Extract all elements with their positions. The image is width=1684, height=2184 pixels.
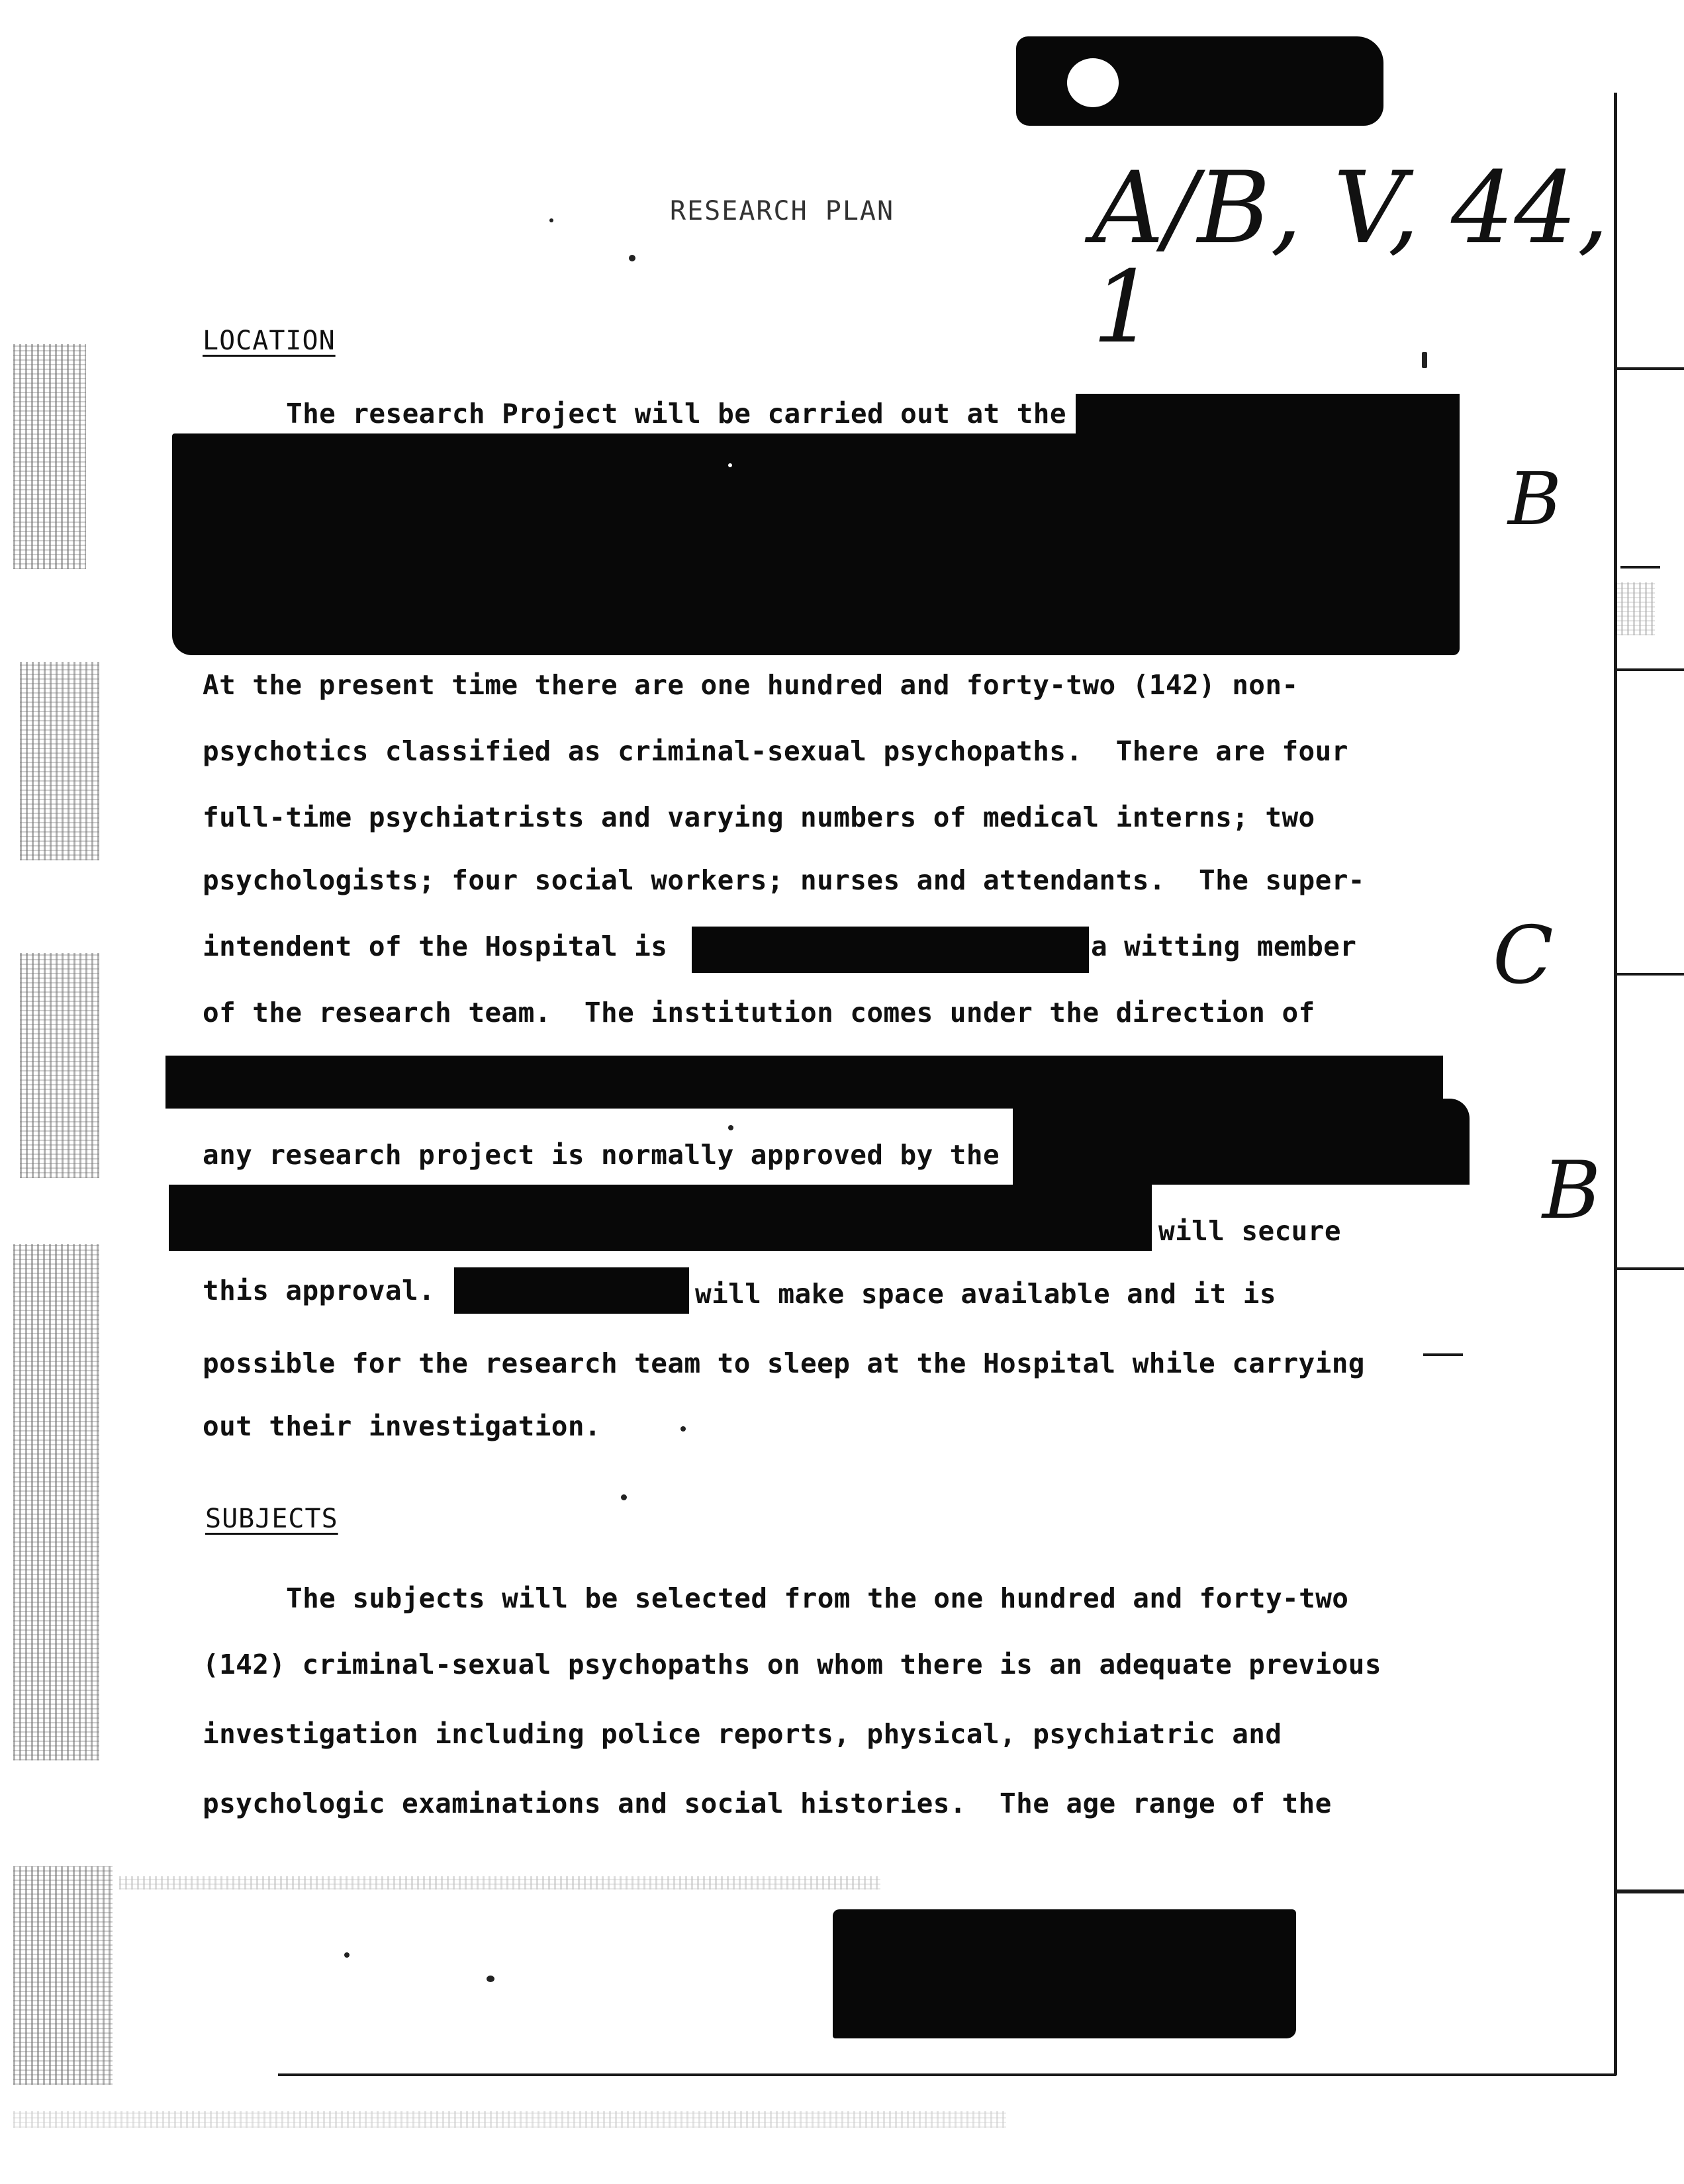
- text-line: will secure: [1158, 1215, 1341, 1247]
- handwritten-mark-b: B: [1508, 457, 1562, 541]
- scan-noise: [13, 344, 86, 569]
- text-line: will make space available and it is: [695, 1278, 1276, 1310]
- margin-tick: [1617, 668, 1684, 671]
- handwritten-mark-c: C: [1493, 910, 1554, 1002]
- text-line: psychotics classified as criminal-sexual psychopaths. There are four: [203, 735, 1348, 767]
- scan-noise: [13, 1866, 113, 2085]
- scan-noise: [13, 1244, 99, 1760]
- text-line: full-time psychiatrists and varying numbers of medical interns; two: [203, 801, 1315, 833]
- section-heading-location: LOCATION: [203, 326, 336, 356]
- handwritten-mark-b: B: [1542, 1145, 1601, 1237]
- redaction-block: [454, 1267, 689, 1314]
- margin-tick: [1617, 1267, 1684, 1270]
- text-line: out their investigation.: [203, 1410, 602, 1442]
- scan-speck: [728, 463, 732, 467]
- text-line: psychologists; four social workers; nurses and attendants. The super-: [203, 864, 1365, 896]
- text-line: investigation including police reports, physical, psychiatric and: [203, 1718, 1282, 1750]
- text-line: At the present time there are one hundred and forty-two (142) non-: [203, 669, 1299, 701]
- document-title: RESEARCH PLAN: [670, 196, 895, 226]
- bottom-redaction-block: [833, 1909, 1296, 2038]
- scan-speck: [1422, 352, 1427, 368]
- scan-speck: [680, 1426, 686, 1432]
- scan-noise: [119, 1876, 880, 1889]
- text-line: The research Project will be carried out at the: [286, 398, 1066, 430]
- text-line: a witting member: [1091, 931, 1357, 962]
- scan-noise: [13, 2111, 1006, 2128]
- scan-speck: [629, 255, 635, 261]
- handwritten-reference: A/B, V, 44, 1: [1092, 151, 1609, 365]
- text-line: possible for the research team to sleep at the Hospital while carrying: [203, 1347, 1365, 1379]
- text-line: psychologic examinations and social histories. The age range of the: [203, 1788, 1332, 1819]
- redaction-block: [169, 1185, 1152, 1251]
- margin-tick: [1617, 973, 1684, 976]
- redaction-block: [692, 927, 1089, 973]
- margin-tick: [1620, 566, 1660, 569]
- scan-noise: [1615, 582, 1655, 635]
- scan-noise: [20, 662, 99, 860]
- scan-speck: [487, 1976, 494, 1982]
- page-frame-bottom-line: [278, 2073, 1616, 2076]
- punch-hole: [1067, 58, 1119, 107]
- redaction-block: [172, 433, 1460, 655]
- scan-speck: [621, 1494, 627, 1500]
- redaction-block: [1013, 1099, 1470, 1185]
- margin-tick: [1617, 1889, 1684, 1893]
- margin-tick: [1423, 1353, 1463, 1356]
- scan-speck: [549, 218, 553, 222]
- text-line: any research project is normally approved by the: [203, 1139, 1000, 1171]
- scan-speck: [344, 1952, 350, 1958]
- text-line: of the research team. The institution comes under the direction of: [203, 997, 1315, 1028]
- text-line: The subjects will be selected from the one hundred and forty-two: [286, 1582, 1349, 1614]
- margin-tick: [1617, 367, 1684, 370]
- scan-speck: [728, 1125, 733, 1130]
- text-line: intendent of the Hospital is: [203, 931, 668, 962]
- page-frame-right-line: [1614, 93, 1617, 2075]
- scan-noise: [20, 953, 99, 1178]
- text-line: this approval.: [203, 1275, 436, 1306]
- text-line: (142) criminal-sexual psychopaths on whom there is an adequate previous: [203, 1649, 1381, 1680]
- section-heading-subjects: SUBJECTS: [205, 1504, 338, 1534]
